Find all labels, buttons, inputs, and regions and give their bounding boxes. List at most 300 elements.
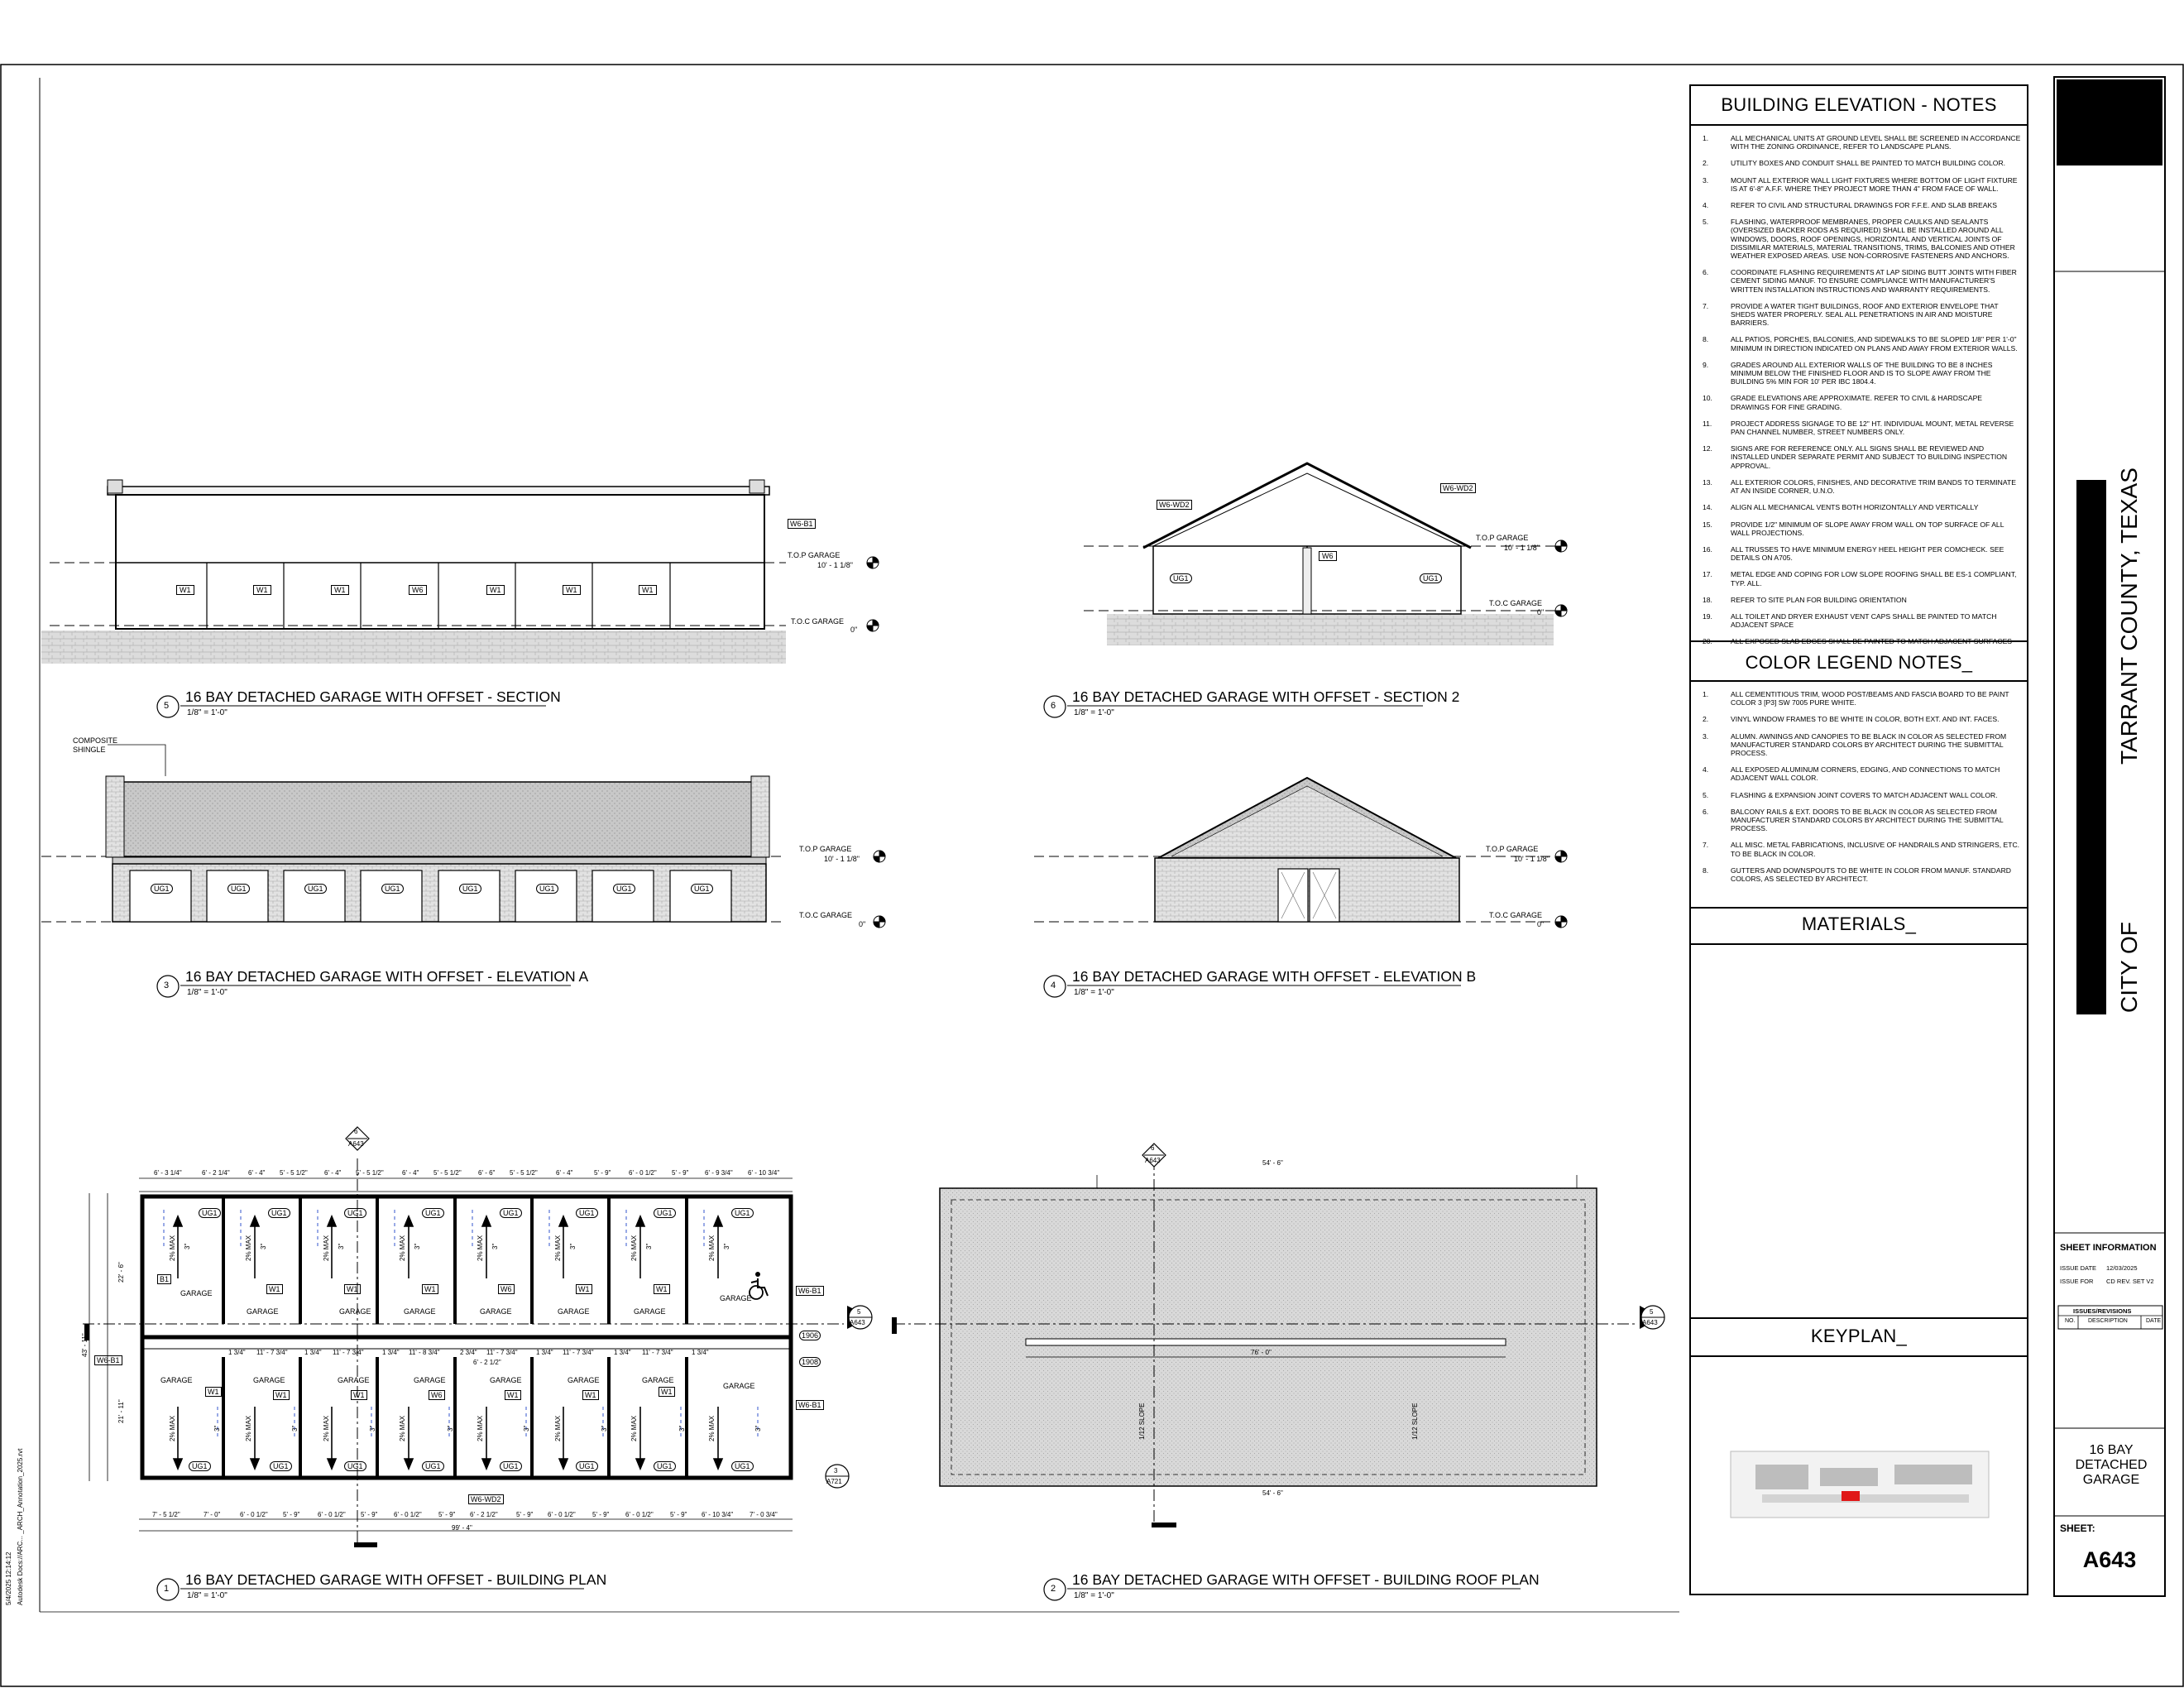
slope-note: 3" bbox=[184, 1243, 191, 1249]
section-marker-number: 3 bbox=[834, 1467, 838, 1475]
note-item bbox=[1703, 866, 2022, 883]
tag-w1: W1 bbox=[505, 1390, 521, 1400]
note-number: 13. bbox=[1703, 477, 1712, 487]
slope-note: 3" bbox=[291, 1425, 299, 1431]
drawing-number: 4 bbox=[1051, 981, 1056, 990]
dimension-label: 6' - 9 3/4" bbox=[705, 1169, 733, 1177]
note-number: 3. bbox=[1703, 175, 1709, 185]
slope-note: 3" bbox=[569, 1243, 577, 1249]
dimension-label: 11' - 8 3/4" bbox=[409, 1349, 440, 1356]
level-label: T.O.C GARAGE bbox=[1489, 599, 1543, 607]
note-text: ALUMN. AWNINGS AND CANOPIES TO BE BLACK IN COLOR AS SELECTED FROM MANUFACTURER STANDARD COLORS BY ARCHITECT DURING THE SUBMITTAL PROCESS. bbox=[1731, 731, 2007, 758]
slope-note: 3" bbox=[414, 1243, 421, 1249]
note-number: 17. bbox=[1703, 570, 1712, 579]
note-number: 14. bbox=[1703, 503, 1712, 512]
dimension-label: 6' - 4" bbox=[324, 1169, 342, 1177]
tag-ug1: UG1 bbox=[731, 1208, 754, 1218]
drawing-title: 16 BAY DETACHED GARAGE WITH OFFSET - ELEVATION B bbox=[1072, 968, 1477, 985]
tag-ug1: UG1 bbox=[151, 884, 173, 894]
tag-w6b1: W6-B1 bbox=[796, 1400, 824, 1410]
note-number: 9. bbox=[1703, 360, 1709, 369]
accessible-icon bbox=[750, 1272, 768, 1299]
note-item bbox=[1703, 520, 2022, 537]
note-number: 19. bbox=[1703, 611, 1712, 621]
note-text: GRADES AROUND ALL EXTERIOR WALLS OF THE BUILDING TO BE 8 INCHES MINIMUM BELOW THE FINISHED FLOOR AND IS TO SLOPE AWAY FROM THE BUILDING 5% MIN FOR 10' PER IBC 1804.4. bbox=[1731, 360, 1993, 386]
note-item bbox=[1703, 732, 2022, 758]
slope-note: 2% MAX bbox=[323, 1235, 330, 1261]
rev-col: NO. bbox=[2065, 1318, 2076, 1324]
note-text: MOUNT ALL EXTERIOR WALL LIGHT FIXTURES WHERE BOTTOM OF LIGHT FIXTURE IS AT 6'-8" A.F.F. WHERE THEY PROJECT MORE THAN 4" FROM FACE OF WALL. bbox=[1731, 175, 2018, 193]
file-path: Autodesk Docs://ARC... _ARCH_Annotation_2025.rvt bbox=[17, 1448, 24, 1605]
room-label: GARAGE bbox=[338, 1376, 370, 1384]
level-label: T.O.P GARAGE bbox=[1476, 534, 1529, 542]
dimension-label: 6' - 2 1/2" bbox=[470, 1511, 498, 1518]
note-number: 4. bbox=[1703, 765, 1709, 774]
tag-ug1: UG1 bbox=[189, 1461, 211, 1471]
tag-ug1: UG1 bbox=[500, 1461, 522, 1471]
slope-note: 3" bbox=[601, 1425, 608, 1431]
note-text: ALIGN ALL MECHANICAL VENTS BOTH HORIZONTALLY AND VERTICALLY bbox=[1731, 503, 1979, 512]
tag-ug1: UG1 bbox=[613, 884, 635, 894]
slope-note: 3" bbox=[645, 1243, 653, 1249]
section-marker-number: 6 bbox=[354, 1128, 358, 1135]
tag-w1: W1 bbox=[253, 585, 271, 595]
dimension-label: 5' - 5 1/2" bbox=[280, 1169, 308, 1177]
drawing-scale: 1/8" = 1'-0" bbox=[1074, 1591, 1114, 1600]
tag-ug1: UG1 bbox=[344, 1461, 366, 1471]
drawing-scale: 1/8" = 1'-0" bbox=[1074, 708, 1114, 717]
note-number: 1. bbox=[1703, 690, 1709, 698]
level-label: T.O.C GARAGE bbox=[1489, 911, 1543, 919]
note-item bbox=[1703, 596, 2022, 604]
note-number: 16. bbox=[1703, 544, 1712, 554]
dimension-label: 11' - 7 3/4" bbox=[486, 1349, 518, 1356]
slope-note: 2% MAX bbox=[169, 1235, 176, 1261]
drawing-number: 1 bbox=[164, 1584, 170, 1594]
room-label: GARAGE bbox=[634, 1307, 666, 1316]
level-label: T.O.C GARAGE bbox=[791, 617, 845, 626]
roof-dimension: 54' - 6" bbox=[1262, 1489, 1283, 1497]
slope-note: 3" bbox=[338, 1243, 345, 1249]
dimension-label: 6' - 0 1/2" bbox=[625, 1511, 654, 1518]
slope-note: 3" bbox=[447, 1425, 454, 1431]
issue-date: 12/03/2025 bbox=[2106, 1264, 2138, 1272]
issue-for-label: ISSUE FOR bbox=[2060, 1278, 2094, 1285]
note-item bbox=[1703, 841, 2022, 857]
note-number: 2. bbox=[1703, 715, 1709, 724]
note-text: ALL TRUSSES TO HAVE MINIMUM ENERGY HEEL HEIGHT PER COMCHECK. SEE DETAILS ON A705. bbox=[1731, 544, 2004, 563]
slope-note: 2% MAX bbox=[477, 1415, 484, 1441]
dimension-label: 11' - 7 3/4" bbox=[563, 1349, 594, 1356]
room-label: GARAGE bbox=[480, 1307, 512, 1316]
slope-note: 2% MAX bbox=[554, 1235, 562, 1261]
note-number: 6. bbox=[1703, 268, 1709, 277]
note-item bbox=[1703, 791, 2022, 799]
note-text: SIGNS ARE FOR REFERENCE ONLY. ALL SIGNS SHALL BE REVIEWED AND INSTALLED UNDER SEPARATE PERMIT AND SUBJECT TO BUILDING INSPECTION APPROVAL. bbox=[1731, 444, 2008, 470]
dimension-label: 1 3/4" bbox=[382, 1349, 400, 1356]
room-label: GARAGE bbox=[642, 1376, 674, 1384]
tag-ug1: UG1 bbox=[500, 1208, 522, 1218]
slope-note: 2% MAX bbox=[245, 1415, 252, 1441]
dimension-label: 5' - 9" bbox=[592, 1511, 610, 1518]
slope-note: 2% MAX bbox=[245, 1235, 252, 1261]
dimension-label: 6' - 4" bbox=[248, 1169, 266, 1177]
tag-ug1: UG1 bbox=[228, 884, 250, 894]
slope-note: 2% MAX bbox=[554, 1415, 562, 1441]
tag-ug1: UG1 bbox=[654, 1461, 676, 1471]
rev-col: DESCRIPTION bbox=[2088, 1318, 2128, 1324]
dimension-label: 1 3/4" bbox=[614, 1349, 631, 1356]
note-text: REFER TO CIVIL AND STRUCTURAL DRAWINGS FOR F.F.E. AND SLAB BREAKS bbox=[1731, 201, 1998, 210]
note-text: ALL EXPOSED ALUMINUM CORNERS, EDGING, AND CONNECTIONS TO MATCH ADJACENT WALL COLOR. bbox=[1731, 765, 2000, 783]
dimension-label: 5' - 9" bbox=[670, 1511, 687, 1518]
dimension-label: 6' - 2 1/4" bbox=[202, 1169, 230, 1177]
drawing-title: 16 BAY DETACHED GARAGE WITH OFFSET - ELEVATION A bbox=[185, 968, 589, 985]
issue-for: CD REV. SET V2 bbox=[2106, 1278, 2154, 1285]
dimension-label: 6' - 2 1/2" bbox=[473, 1359, 501, 1366]
level-value: 0" bbox=[859, 920, 866, 928]
slope-note: 2% MAX bbox=[169, 1415, 176, 1441]
level-value: 10' - 1 1/8" bbox=[1514, 855, 1549, 863]
roof-dimension: 54' - 6" bbox=[1262, 1159, 1283, 1167]
note-number: 5. bbox=[1703, 790, 1709, 799]
tag-w6b1: W6-B1 bbox=[796, 1286, 824, 1296]
dimension-label: 5' - 5 1/2" bbox=[356, 1169, 384, 1177]
tag-w1: W1 bbox=[563, 585, 581, 595]
tag-w1: W1 bbox=[351, 1390, 367, 1400]
level-label: T.O.P GARAGE bbox=[1486, 845, 1539, 853]
section-marker-number: 5 bbox=[857, 1308, 861, 1316]
tag-w6wd2: W6-WD2 bbox=[1157, 500, 1192, 510]
tag-ug1: UG1 bbox=[654, 1208, 676, 1218]
dimension-label: 6' - 3 1/4" bbox=[154, 1169, 182, 1177]
note-text: PROJECT ADDRESS SIGNAGE TO BE 12" HT. INDIVIDUAL MOUNT, METAL REVERSE PAN CHANNEL NUMBER, STREET NUMBERS ONLY. bbox=[1731, 419, 2014, 437]
tag-ug1: UG1 bbox=[199, 1208, 221, 1218]
drawing-scale: 1/8" = 1'-0" bbox=[187, 708, 228, 717]
note-item bbox=[1703, 478, 2022, 495]
room-label: GARAGE bbox=[414, 1376, 446, 1384]
note-text: VINYL WINDOW FRAMES TO BE WHITE IN COLOR, BOTH EXT. AND INT. FACES. bbox=[1731, 715, 2000, 724]
note-item bbox=[1703, 570, 2022, 587]
tag-ug1: UG1 bbox=[381, 884, 404, 894]
note-item bbox=[1703, 808, 2022, 833]
tag-ug1: UG1 bbox=[576, 1461, 598, 1471]
drawing-title: 16 BAY DETACHED GARAGE WITH OFFSET - SECTION bbox=[185, 688, 561, 705]
note-number: 3. bbox=[1703, 731, 1709, 741]
tag-ug1: UG1 bbox=[270, 1461, 292, 1471]
dimension-label: 22' - 6" bbox=[117, 1262, 125, 1283]
drawing-title: 16 BAY DETACHED GARAGE WITH OFFSET - BUILDING PLAN bbox=[185, 1571, 607, 1588]
note-item bbox=[1703, 545, 2022, 562]
room-label: GARAGE bbox=[558, 1307, 590, 1316]
slope-note: 2% MAX bbox=[708, 1415, 716, 1441]
elevation-a-drawing bbox=[41, 745, 786, 922]
dimension-label: 2 3/4" bbox=[460, 1349, 477, 1356]
dimension-label: 5' - 9" bbox=[672, 1169, 689, 1177]
note-text: FLASHING, WATERPROOF MEMBRANES, PROPER CAULKS AND SEALANTS (OVERSIZED BACKER RODS AS REQUIRED) SHALL BE INSTALLED AROUND ALL WINDOWS, DOORS, ROOF OPENINGS, HORIZONTAL AND VERTICAL JOINTS OF DISSIMILAR MATERIALS, MATERIAL TRANSITIONS, TRIMS, BALCONIES AND OTHER WEATHER EXPOSED AREAS. USE NON-CORROSIVE FASTENERS AND ANCHORS. bbox=[1731, 218, 2015, 261]
dimension-label: 6' - 0 1/2" bbox=[629, 1169, 657, 1177]
title-block bbox=[2053, 76, 2166, 1597]
slope-note: 2% MAX bbox=[708, 1235, 716, 1261]
note-text: ALL EXTERIOR COLORS, FINISHES, AND DECORATIVE TRIM BANDS TO TERMINATE AT AN INSIDE CORNER, U.N.O. bbox=[1731, 477, 2016, 496]
dimension-label: 11' - 7 3/4" bbox=[333, 1349, 364, 1356]
note-item bbox=[1703, 715, 2022, 723]
note-text: GRADE ELEVATIONS ARE APPROXIMATE. REFER TO CIVIL & HARDSCAPE DRAWINGS FOR FINE GRADING. bbox=[1731, 394, 1983, 411]
section-marker-sheet: A643 bbox=[1642, 1319, 1658, 1326]
slope-note: 3" bbox=[678, 1425, 686, 1431]
note-item bbox=[1703, 176, 2022, 193]
dimension-label: 6' - 4" bbox=[402, 1169, 419, 1177]
slope-note: 3" bbox=[491, 1243, 499, 1249]
note-text: REFER TO SITE PLAN FOR BUILDING ORIENTATION bbox=[1731, 595, 1907, 604]
dimension-label: 7' - 0" bbox=[204, 1511, 221, 1518]
level-label: T.O.C GARAGE bbox=[799, 911, 853, 919]
note-text: UTILITY BOXES AND CONDUIT SHALL BE PAINTED TO MATCH BUILDING COLOR. bbox=[1731, 159, 2006, 168]
tag-w6: W6 bbox=[429, 1390, 445, 1400]
dimension-label: 7' - 5 1/2" bbox=[152, 1511, 180, 1518]
tag-ug1: UG1 bbox=[459, 884, 481, 894]
room-label: GARAGE bbox=[339, 1307, 371, 1316]
section-marker-sheet: A643 bbox=[1145, 1157, 1161, 1164]
tag-ug1: UG1 bbox=[304, 884, 327, 894]
note-text: PROVIDE 1/2" MINIMUM OF SLOPE AWAY FROM WALL ON TOP SURFACE OF ALL WALL PROJECTIONS. bbox=[1731, 520, 2004, 537]
composite-shingle-note: COMPOSITE SHINGLE bbox=[73, 736, 118, 754]
note-text: PROVIDE A WATER TIGHT BUILDINGS, ROOF AND EXTERIOR ENVELOPE THAT SHEDS WATER PROPERLY. SEAL ALL PENETRATIONS IN AIR AND MOISTURE BARRIERS. bbox=[1731, 301, 1999, 328]
note-number: 18. bbox=[1703, 595, 1712, 604]
slope-note: 3" bbox=[754, 1425, 762, 1431]
note-text: ALL MISC. METAL FABRICATIONS, INCLUSIVE OF HANDRAILS AND STRINGERS, ETC. TO BE BLACK IN COLOR. bbox=[1731, 841, 2020, 858]
dimension-label: 6' - 10 3/4" bbox=[702, 1511, 734, 1518]
dimension-label: 7' - 0 3/4" bbox=[750, 1511, 778, 1518]
note-text: FLASHING & EXPANSION JOINT COVERS TO MATCH ADJACENT WALL COLOR. bbox=[1731, 790, 1998, 799]
note-number: 2. bbox=[1703, 159, 1709, 168]
tag-ug1: UG1 bbox=[691, 884, 713, 894]
slope-note: 2% MAX bbox=[399, 1415, 406, 1441]
note-item bbox=[1703, 612, 2022, 629]
drawing-title: 16 BAY DETACHED GARAGE WITH OFFSET - BUILDING ROOF PLAN bbox=[1072, 1571, 1540, 1588]
dimension-label: 11' - 7 3/4" bbox=[642, 1349, 673, 1356]
room-label: GARAGE bbox=[404, 1307, 436, 1316]
note-text: GUTTERS AND DOWNSPOUTS TO BE WHITE IN COLOR FROM MANUF. STANDARD COLORS, AS SELECTED BY ARCHITECT. bbox=[1731, 866, 2011, 884]
color-notes-list bbox=[1703, 690, 2022, 891]
tag-ug1: UG1 bbox=[536, 884, 558, 894]
drawing-number: 3 bbox=[164, 981, 170, 990]
slope-note: 2% MAX bbox=[630, 1415, 638, 1441]
room-label: GARAGE bbox=[247, 1307, 279, 1316]
note-number: 4. bbox=[1703, 201, 1709, 210]
plot-stamp: 5/4/2025 12:14:12 bbox=[5, 1551, 12, 1605]
room-label: GARAGE bbox=[723, 1382, 755, 1390]
dimension-label: 5' - 9" bbox=[516, 1511, 534, 1518]
note-text: ALL MECHANICAL UNITS AT GROUND LEVEL SHALL BE SCREENED IN ACCORDANCE WITH THE ZONING ORDINANCE, REFER TO LANDSCAPE PLANS. bbox=[1731, 134, 2021, 151]
roof-slope-note: 1/12 SLOPE bbox=[1138, 1403, 1146, 1440]
level-value: 0" bbox=[850, 626, 858, 634]
dimension-label: 6' - 6" bbox=[478, 1169, 496, 1177]
section-marker-sheet: A721 bbox=[826, 1478, 842, 1485]
keyplan-title: KEYPLAN_ bbox=[1810, 1326, 1908, 1346]
room-label: GARAGE bbox=[568, 1376, 600, 1384]
dimension-label: 1 3/4" bbox=[536, 1349, 553, 1356]
tag-ug1: UG1 bbox=[344, 1208, 366, 1218]
tag-w1: W1 bbox=[576, 1284, 592, 1294]
drawing-number: 5 bbox=[164, 701, 170, 711]
note-number: 15. bbox=[1703, 520, 1712, 529]
section-marker-number: 5 bbox=[1650, 1308, 1654, 1316]
drawing-scale: 1/8" = 1'-0" bbox=[187, 1591, 228, 1600]
note-number: 8. bbox=[1703, 335, 1709, 344]
tag-w6wd2: W6-WD2 bbox=[468, 1494, 504, 1504]
note-number: 11. bbox=[1703, 419, 1712, 428]
dimension-label: 5' - 9" bbox=[438, 1511, 456, 1518]
tag-b1: B1 bbox=[157, 1274, 171, 1284]
tag-w1: W1 bbox=[176, 585, 194, 595]
level-label: T.O.P GARAGE bbox=[799, 845, 852, 853]
dimension-label: 6' - 0 1/2" bbox=[240, 1511, 268, 1518]
slope-note: 3" bbox=[260, 1243, 267, 1249]
tag-room-ref: 1908 bbox=[799, 1357, 821, 1367]
dimension-label: 6' - 4" bbox=[556, 1169, 573, 1177]
notes-panel bbox=[1689, 84, 2028, 1595]
roof-slope-note: 1/12 SLOPE bbox=[1411, 1403, 1419, 1440]
level-value: 0" bbox=[1537, 920, 1545, 928]
slope-note: 3" bbox=[369, 1425, 376, 1431]
level-value: 10' - 1 1/8" bbox=[1504, 544, 1540, 552]
tag-w6: W6 bbox=[1319, 551, 1337, 561]
materials-title: MATERIALS_ bbox=[1801, 914, 1917, 934]
tag-w1: W1 bbox=[344, 1284, 361, 1294]
issue-date-label: ISSUE DATE bbox=[2060, 1264, 2097, 1272]
tag-ug1: UG1 bbox=[1420, 573, 1442, 583]
tag-w1: W1 bbox=[659, 1387, 675, 1397]
note-item bbox=[1703, 361, 2022, 386]
level-value: 0" bbox=[1537, 608, 1545, 616]
tag-w1: W1 bbox=[486, 585, 505, 595]
dimension-label: 43' - 11" bbox=[81, 1333, 89, 1357]
note-text: METAL EDGE AND COPING FOR LOW SLOPE ROOFING SHALL BE ES-1 COMPLIANT, TYP. ALL. bbox=[1731, 570, 2017, 587]
note-text: ALL TOILET AND DRYER EXHAUST VENT CAPS SHALL BE PAINTED TO MATCH ADJACENT SPACE bbox=[1731, 611, 1997, 630]
slope-note: 2% MAX bbox=[477, 1235, 484, 1261]
dimension-label: 6' - 0 1/2" bbox=[394, 1511, 422, 1518]
dimension-label: 6' - 10 3/4" bbox=[748, 1169, 780, 1177]
roof-dimension: 76' - 0" bbox=[1251, 1349, 1272, 1356]
tag-w1: W1 bbox=[205, 1387, 222, 1397]
tag-ug1: UG1 bbox=[576, 1208, 598, 1218]
sheet-info-title: SHEET INFORMATION bbox=[2060, 1243, 2157, 1253]
tag-room-ref: 1906 bbox=[799, 1331, 821, 1340]
tag-w1: W1 bbox=[639, 585, 657, 595]
note-item bbox=[1703, 218, 2022, 260]
note-item bbox=[1703, 335, 2022, 352]
drawing-number: 2 bbox=[1051, 1584, 1056, 1594]
note-item bbox=[1703, 134, 2022, 151]
note-item bbox=[1703, 394, 2022, 410]
slope-note: 3" bbox=[723, 1243, 730, 1249]
dimension-label: 5' - 9" bbox=[594, 1169, 611, 1177]
note-number: 7. bbox=[1703, 301, 1709, 310]
note-text: ALL CEMENTITIOUS TRIM, WOOD POST/BEAMS AND FASCIA BOARD TO BE PAINT COLOR 3 [P3] SW 7005 PURE WHITE. bbox=[1731, 690, 2009, 707]
tag-w6: W6 bbox=[409, 585, 427, 595]
note-number: 20. bbox=[1703, 637, 1712, 646]
roof-plan-drawing bbox=[892, 1144, 1664, 1531]
rev-col: DATE bbox=[2146, 1318, 2162, 1324]
tag-w1: W1 bbox=[422, 1284, 438, 1294]
slope-note: 2% MAX bbox=[630, 1235, 638, 1261]
tag-w1: W1 bbox=[582, 1390, 599, 1400]
tag-w1: W1 bbox=[273, 1390, 290, 1400]
color-legend-title: COLOR LEGEND NOTES_ bbox=[1745, 652, 1973, 673]
note-number: 12. bbox=[1703, 444, 1712, 453]
slope-note: 3" bbox=[213, 1425, 221, 1431]
tag-w6b1: W6-B1 bbox=[788, 519, 816, 529]
note-item bbox=[1703, 503, 2022, 511]
tag-ug1: UG1 bbox=[422, 1208, 444, 1218]
tag-ug1: UG1 bbox=[731, 1461, 754, 1471]
note-text: ALL EXPOSED SLAB EDGES SHALL BE PAINTED TO MATCH ADJACENT SURFACES bbox=[1731, 637, 2013, 646]
sheet-label: SHEET: bbox=[2060, 1523, 2095, 1534]
section-marker-number: 6 bbox=[1151, 1144, 1155, 1152]
level-value: 10' - 1 1/8" bbox=[824, 855, 860, 863]
dimension-overall: 99' - 4" bbox=[452, 1524, 472, 1532]
room-label: GARAGE bbox=[720, 1294, 752, 1302]
note-number: 10. bbox=[1703, 394, 1712, 403]
note-item bbox=[1703, 159, 2022, 167]
slope-note: 2% MAX bbox=[323, 1415, 330, 1441]
slope-note: 2% MAX bbox=[399, 1235, 406, 1261]
note-number: 1. bbox=[1703, 134, 1709, 142]
drawing-title: 16 BAY DETACHED GARAGE WITH OFFSET - SECTION 2 bbox=[1072, 688, 1460, 705]
drawing-title-block: 16 BAY DETACHED GARAGE bbox=[2075, 1443, 2148, 1487]
section-marker-sheet: A643 bbox=[850, 1319, 865, 1326]
dimension-label: 5' - 5 1/2" bbox=[510, 1169, 538, 1177]
tag-ug1: UG1 bbox=[268, 1208, 290, 1218]
building-plan-drawing bbox=[83, 1127, 872, 1547]
room-label: GARAGE bbox=[253, 1376, 285, 1384]
tag-ug1: UG1 bbox=[1170, 573, 1192, 583]
room-label: GARAGE bbox=[160, 1376, 193, 1384]
section-5-drawing bbox=[41, 480, 786, 664]
note-number: 7. bbox=[1703, 841, 1709, 850]
dimension-label: 11' - 7 3/4" bbox=[256, 1349, 288, 1356]
tag-w6wd2: W6-WD2 bbox=[1440, 483, 1476, 493]
note-number: 5. bbox=[1703, 218, 1709, 227]
dimension-label: 1 3/4" bbox=[228, 1349, 246, 1356]
dimension-label: 1 3/4" bbox=[692, 1349, 709, 1356]
tag-w1: W1 bbox=[266, 1284, 283, 1294]
note-text: ALL PATIOS, PORCHES, BALCONIES, AND SIDEWALKS TO BE SLOPED 1/8" PER 1'-0" MINIMUM IN DIRECTION INDICATED ON PLANS AND AWAY FROM EXTERIOR WALLS. bbox=[1731, 335, 2018, 352]
dimension-label: 6' - 0 1/2" bbox=[318, 1511, 346, 1518]
elevation-b-drawing bbox=[1034, 778, 1555, 922]
level-label: T.O.P GARAGE bbox=[788, 551, 841, 559]
revisions-title: ISSUES/REVISIONS bbox=[2073, 1307, 2132, 1315]
note-item bbox=[1703, 444, 2022, 470]
dimension-label: 5' - 5 1/2" bbox=[433, 1169, 462, 1177]
note-item bbox=[1703, 268, 2022, 294]
dimension-label: 5' - 9" bbox=[361, 1511, 378, 1518]
note-text: BALCONY RAILS & EXT. DOORS TO BE BLACK IN COLOR AS SELECTED FROM MANUFACTURER STANDARD COLORS BY ARCHITECT DURING THE SUBMITTAL PROCESS. bbox=[1731, 807, 2004, 833]
note-item bbox=[1703, 690, 2022, 707]
drawing-scale: 1/8" = 1'-0" bbox=[1074, 988, 1114, 997]
slope-note: 3" bbox=[523, 1425, 530, 1431]
dimension-label: 21' - 11" bbox=[117, 1399, 125, 1423]
sheet-number: A643 bbox=[2082, 1547, 2137, 1572]
level-value: 10' - 1 1/8" bbox=[817, 561, 853, 569]
elevation-notes-title: BUILDING ELEVATION - NOTES bbox=[1721, 94, 1997, 115]
drawing-scale: 1/8" = 1'-0" bbox=[187, 988, 228, 997]
tag-w1: W1 bbox=[654, 1284, 670, 1294]
note-number: 6. bbox=[1703, 807, 1709, 816]
project-county: TARRANT COUNTY, TEXAS bbox=[2116, 468, 2142, 765]
project-city: CITY OF bbox=[2116, 922, 2142, 1013]
